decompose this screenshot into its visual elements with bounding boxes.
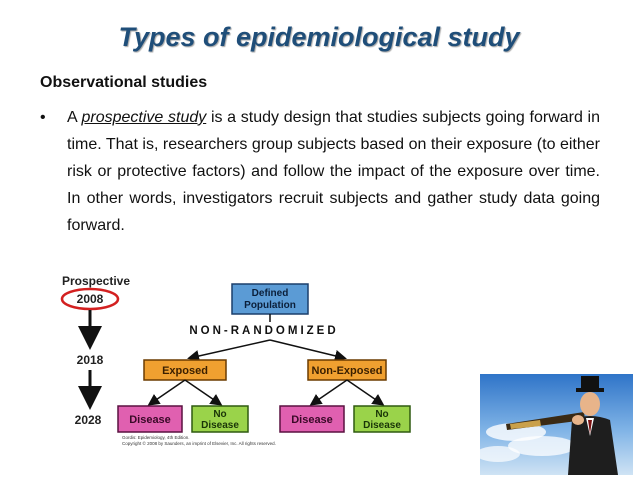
- prospective-study-term: prospective study: [81, 109, 207, 126]
- suit-jacket: [568, 416, 618, 475]
- non-exposed-arrow-disease: [312, 380, 347, 404]
- year-label-mid: 2018: [76, 353, 104, 367]
- outcome-4-line-1: No: [375, 409, 389, 420]
- diagram-svg: [52, 268, 452, 448]
- root-line-1: Defined: [251, 288, 289, 299]
- non-exposed-arrow-no-disease: [347, 380, 382, 404]
- timeline-label: Prospective: [62, 274, 131, 288]
- branch-arrow-non-exposed: [270, 340, 344, 358]
- bullet-prefix: A: [67, 109, 82, 126]
- slide-title: Types of epidemiological study: [118, 22, 520, 52]
- outcome-2-line-1: No: [213, 409, 227, 420]
- source-line-1: Gordis: Epidemiology, 4th Edition.: [122, 435, 190, 440]
- root-line-2: Population: [244, 300, 296, 311]
- prospective-study-diagram: [52, 268, 452, 448]
- exposed-arrow-disease: [150, 380, 185, 404]
- bullet-item: [40, 104, 600, 239]
- branch-arrow-exposed: [190, 340, 270, 358]
- bullet-rest: is a study design that studies subjects going forward in time. That is, researchers group subjects based on their exposure (to either risk or protective factors) and follow the impact of the exposure over time. In other words, investigators recruit subjects and gather study data going forward.: [67, 109, 601, 234]
- man-with-telescope-photo: [480, 374, 633, 475]
- face-shape: [580, 392, 600, 416]
- exposed-label: Exposed: [162, 365, 208, 377]
- exposed-arrow-no-disease: [185, 380, 220, 404]
- photo-svg: [480, 374, 633, 475]
- outcome-4-line-2: Disease: [363, 420, 401, 431]
- year-label-end: 2028: [74, 413, 102, 427]
- year-label-start: 2008: [76, 292, 104, 306]
- source-line-2: Copyright © 2008 by Saunders, an imprint of Elsevier, Inc. All rights reserved.: [122, 441, 276, 446]
- section-heading: Observational studies: [40, 74, 208, 91]
- assignment-label: NON-RANDOMIZED: [189, 325, 339, 337]
- bullet-marker: •: [40, 109, 46, 126]
- outcome-1-label: Disease: [129, 414, 171, 426]
- hat-crown: [581, 376, 599, 389]
- bullet-text: [67, 104, 600, 239]
- outcome-3-label: Disease: [291, 414, 333, 426]
- non-exposed-label: Non-Exposed: [311, 365, 383, 377]
- hand-shape: [572, 415, 584, 425]
- outcome-2-line-2: Disease: [201, 420, 239, 431]
